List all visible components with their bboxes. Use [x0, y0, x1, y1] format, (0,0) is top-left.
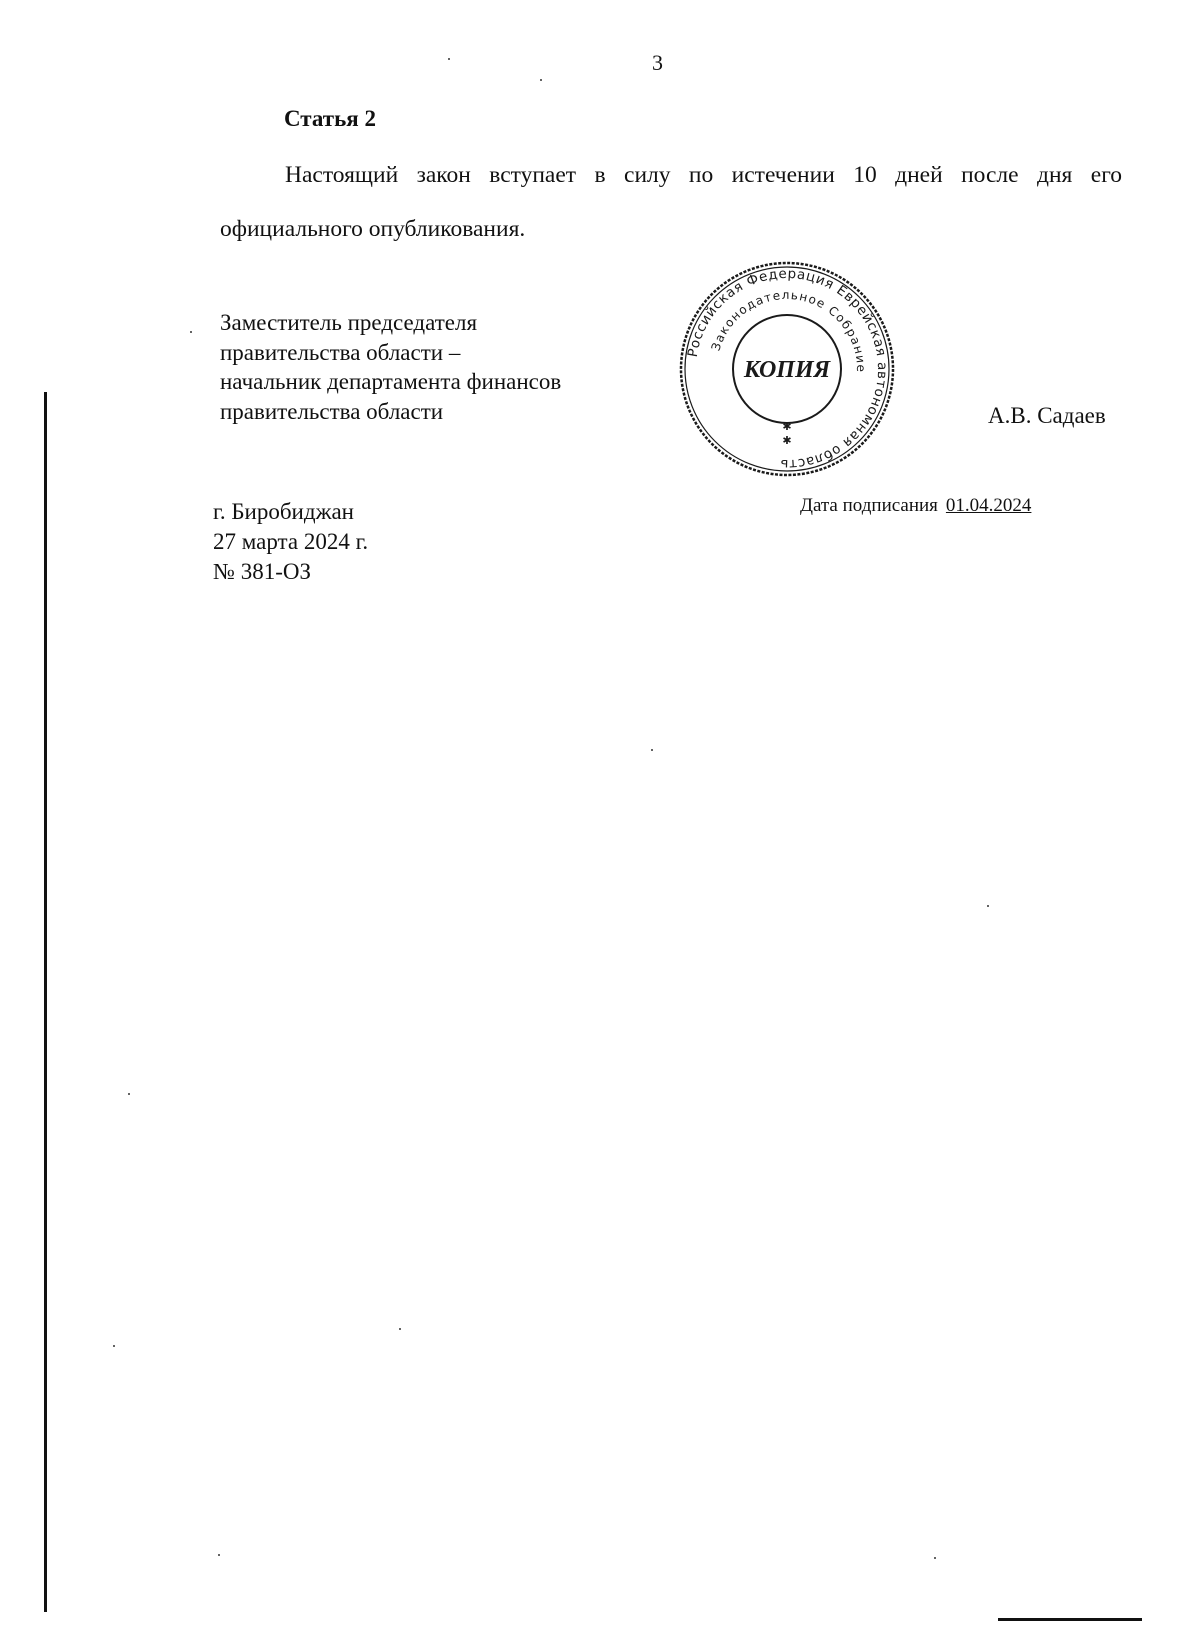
- signer-title-line: начальник департамента финансов: [220, 369, 562, 394]
- scan-margin-line: [44, 392, 47, 1612]
- signer-name: А.В. Садаев: [988, 403, 1106, 428]
- article-text: Настоящий закон вступает в силу по истечении 10 дней после дня его официального опубликования.: [220, 162, 1122, 242]
- stamp-inner-text: Законодательное Собрание: [708, 287, 869, 374]
- signing-date-label: Дата подписания: [800, 495, 938, 516]
- scan-speck: [399, 1328, 401, 1330]
- signing-date-value: 01.04.2024: [945, 495, 1032, 516]
- law-date: 27 марта 2024 г.: [213, 529, 369, 554]
- scan-speck: [540, 79, 542, 81]
- scan-speck: [934, 1557, 936, 1559]
- signer-title-line: Заместитель председателя: [220, 310, 478, 335]
- scan-speck: [651, 749, 653, 751]
- signer-title: [220, 308, 561, 426]
- signer-title-line: правительства области: [220, 398, 444, 424]
- bottom-rule: [998, 1618, 1142, 1621]
- stamp-outer-text: Российская Федерация Еврейская автономная область: [684, 265, 891, 473]
- scan-speck: [218, 1554, 220, 1556]
- city: г. Биробиджан: [213, 499, 354, 524]
- place-date-number: [213, 497, 368, 587]
- law-number: № 381-ОЗ: [213, 559, 311, 584]
- stamp-center-text: КОПИЯ: [743, 357, 831, 383]
- signing-date: [800, 495, 1031, 517]
- official-seal-stamp: [676, 258, 898, 480]
- scan-speck: [128, 1093, 130, 1095]
- stamp-star-icon: ✱: [782, 420, 792, 433]
- article-heading: Статья 2: [284, 106, 376, 131]
- stamp-star-icon: ✱: [782, 434, 792, 447]
- scan-speck: [190, 331, 192, 333]
- scan-speck: [113, 1345, 115, 1347]
- page-number: 3: [652, 50, 663, 75]
- scan-speck: [987, 905, 989, 907]
- signer-title-line: правительства области –: [220, 339, 461, 365]
- scan-speck: [448, 58, 450, 60]
